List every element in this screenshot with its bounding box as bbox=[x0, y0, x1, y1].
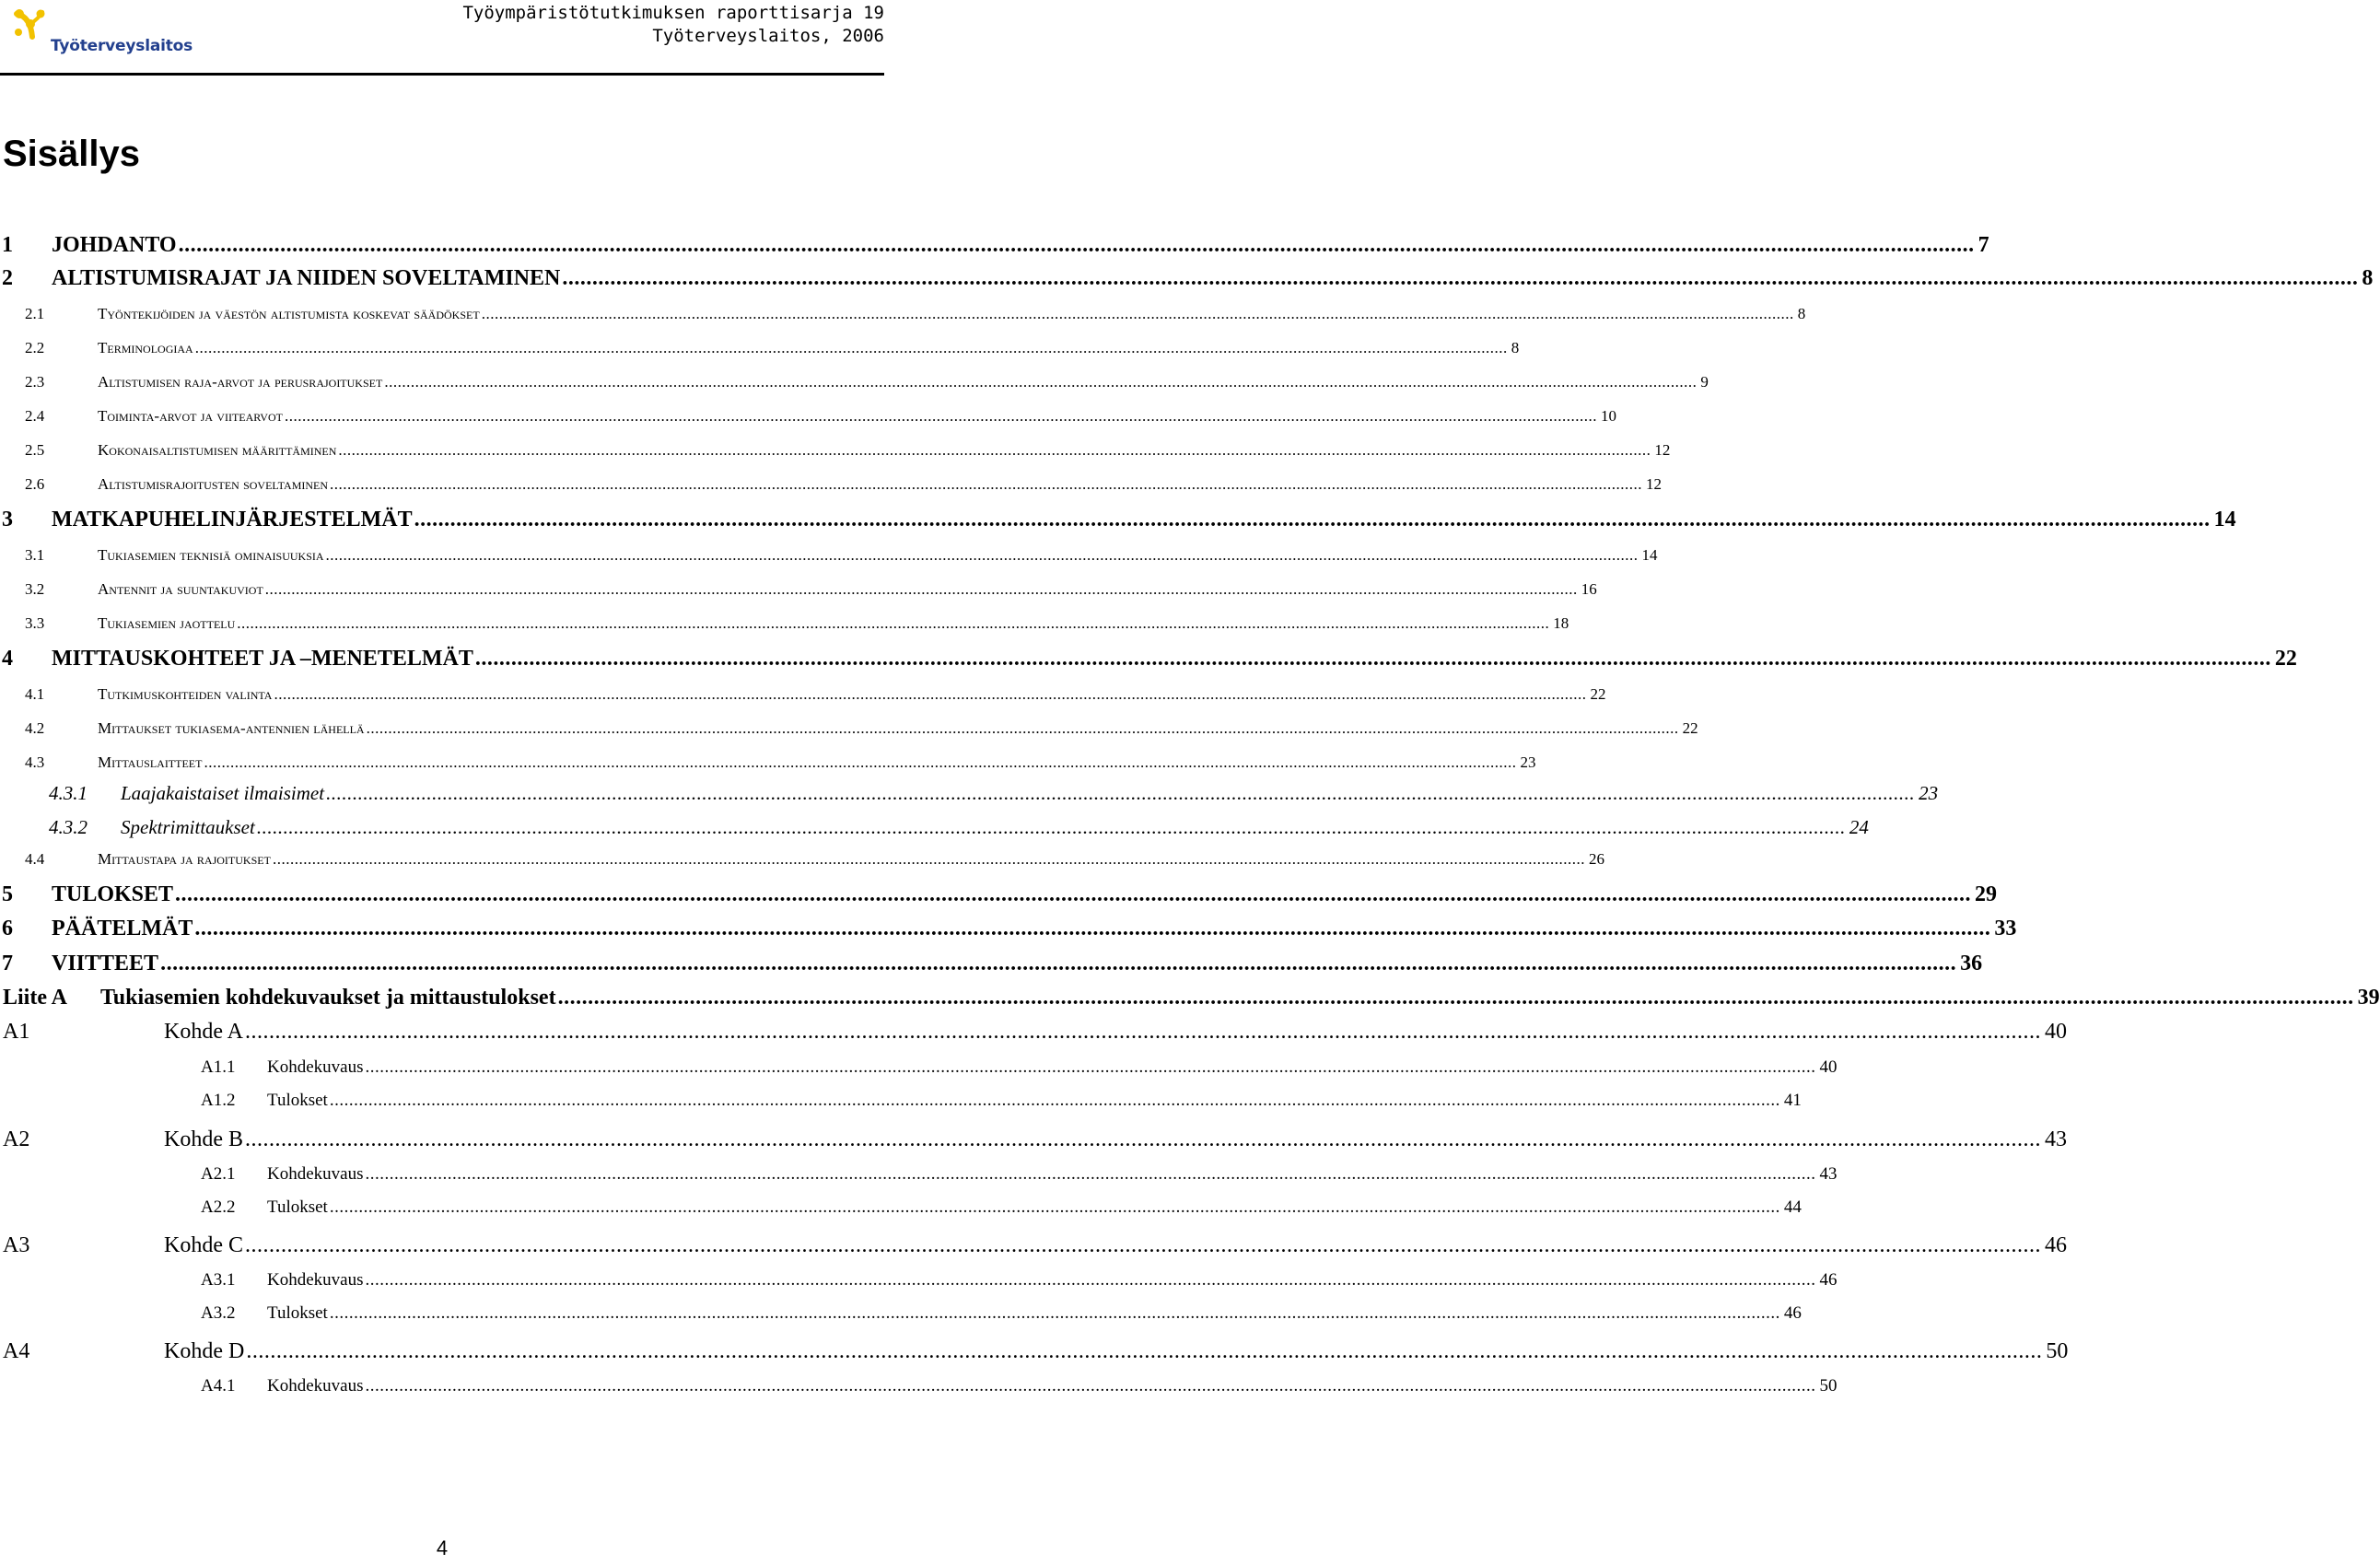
toc-dot-leader: ............................................................................................................................................................................................................................................................................................................ bbox=[274, 685, 1587, 703]
toc-entry-page: 50 bbox=[1819, 1376, 1838, 1396]
toc-entry-number: 6 bbox=[2, 917, 13, 940]
toc-entry-label: PÄÄTELMÄT bbox=[52, 917, 193, 940]
toc-entry[interactable] bbox=[0, 782, 1939, 805]
toc-entry[interactable] bbox=[0, 441, 1671, 460]
toc-dot-leader: ............................................................................................................................................................................................................................................................................................................ bbox=[329, 1303, 1780, 1323]
toc-entry-number: 3.3 bbox=[25, 614, 45, 632]
toc-entry[interactable] bbox=[0, 1303, 1802, 1324]
toc-dot-leader: ............................................................................................................................................................................................................................................................................................................ bbox=[474, 647, 2271, 671]
toc-entry-page: 8 bbox=[2362, 266, 2374, 290]
toc-dot-leader: ............................................................................................................................................................................................................................................................................................................ bbox=[160, 952, 1957, 975]
toc-entry-page: 46 bbox=[1819, 1270, 1838, 1290]
toc-entry-number: 2.2 bbox=[25, 339, 45, 356]
toc-entry-number: 2.1 bbox=[25, 305, 45, 322]
toc-entry-page: 50 bbox=[2046, 1339, 2069, 1363]
toc-entry[interactable] bbox=[0, 719, 1698, 738]
toc-entry[interactable] bbox=[0, 407, 1616, 426]
toc-entry-number: 4.1 bbox=[25, 685, 45, 703]
toc-entry-page: 24 bbox=[1849, 816, 1869, 838]
toc-entry-page: 12 bbox=[1654, 441, 1671, 459]
toc-entry-label: Kohdekuvaus bbox=[267, 1270, 364, 1290]
toc-entry[interactable] bbox=[0, 1376, 1838, 1396]
toc-entry-label: Antennit ja suuntakuviot bbox=[98, 580, 263, 598]
toc-entry-number: 5 bbox=[2, 882, 13, 906]
toc-entry-number: 4.4 bbox=[25, 850, 45, 868]
toc-dot-leader: ............................................................................................................................................................................................................................................................................................................ bbox=[329, 1197, 1780, 1217]
toc-entry[interactable] bbox=[0, 305, 1806, 323]
toc-dot-leader: ............................................................................................................................................................................................................................................................................................................ bbox=[175, 882, 1972, 906]
toc-entry-number: 4.3.1 bbox=[49, 782, 88, 804]
toc-dot-leader: ............................................................................................................................................................................................................................................................................................................ bbox=[194, 339, 1508, 356]
toc-entry-page: 44 bbox=[1783, 1197, 1802, 1217]
toc-entry-number: A1 bbox=[3, 1020, 30, 1044]
toc-entry-label: Mittauslaitteet bbox=[98, 753, 203, 771]
toc-entry-label: Altistumisen raja-arvot ja perusrajoitukset bbox=[98, 373, 383, 391]
toc-entry-label: Kohdekuvaus bbox=[267, 1164, 364, 1184]
toc-entry-page: 39 bbox=[2357, 986, 2380, 1010]
toc-dot-leader: ............................................................................................................................................................................................................................................................................................................ bbox=[204, 753, 1517, 771]
toc-dot-leader: ............................................................................................................................................................................................................................................................................................................ bbox=[326, 782, 1916, 804]
toc-entry-label: Tukiasemien jaottelu bbox=[98, 614, 236, 632]
toc-entry-page: 12 bbox=[1646, 475, 1662, 493]
toc-dot-leader: ............................................................................................................................................................................................................................................................................................................ bbox=[414, 508, 2211, 531]
toc-entry[interactable] bbox=[0, 1270, 1838, 1291]
toc-entry-label: Mittaukset tukiasema-antennien lähellä bbox=[98, 719, 365, 737]
toc-entry-label: Kohde B bbox=[164, 1127, 243, 1151]
toc-entry-number: 4.3.2 bbox=[49, 816, 88, 838]
toc-entry-label: Kohdekuvaus bbox=[267, 1057, 364, 1077]
toc-entry[interactable] bbox=[0, 1020, 2067, 1045]
toc-entry[interactable] bbox=[0, 1197, 1802, 1218]
toc-entry-label: Toiminta-arvot ja viitearvot bbox=[98, 407, 283, 425]
toc-entry-page: 43 bbox=[1819, 1164, 1838, 1184]
toc-entry-label: Kohdekuvaus bbox=[267, 1376, 364, 1396]
toc-entry-label: MITTAUSKOHTEET JA –MENETELMÄT bbox=[52, 647, 473, 671]
toc-dot-leader: ............................................................................................................................................................................................................................................................................................................ bbox=[384, 373, 1698, 391]
toc-entry-page: 46 bbox=[1783, 1303, 1802, 1323]
toc-entry-page: 23 bbox=[1520, 753, 1536, 771]
toc-entry-number: 3 bbox=[2, 508, 13, 531]
toc-entry-label: Tukiasemien kohdekuvaukset ja mittaustulokset bbox=[100, 986, 556, 1010]
toc-entry[interactable] bbox=[0, 1091, 1802, 1111]
toc-entry-page: 36 bbox=[1960, 952, 1983, 975]
toc-entry-page: 22 bbox=[1682, 719, 1698, 737]
toc-dot-leader: ............................................................................................................................................................................................................................................................................................................ bbox=[366, 719, 1679, 737]
toc-dot-leader: ............................................................................................................................................................................................................................................................................................................ bbox=[338, 441, 1651, 459]
logo-mark-icon bbox=[10, 6, 51, 42]
toc-entry-label: TULOKSET bbox=[52, 882, 174, 906]
toc-entry-number: A2.2 bbox=[201, 1197, 236, 1217]
toc-entry-number: A2 bbox=[3, 1127, 30, 1151]
toc-entry[interactable] bbox=[0, 373, 1709, 391]
toc-entry-number: 3.1 bbox=[25, 546, 45, 564]
toc-entry-page: 40 bbox=[1819, 1057, 1838, 1077]
toc-dot-leader: ............................................................................................................................................................................................................................................................................................................ bbox=[562, 266, 2359, 290]
toc-dot-leader: ............................................................................................................................................................................................................................................................................................................ bbox=[365, 1376, 1816, 1396]
toc-entry-page: 43 bbox=[2045, 1127, 2067, 1151]
toc-dot-leader: ............................................................................................................................................................................................................................................................................................................ bbox=[557, 986, 2354, 1010]
toc-entry-number: A3.2 bbox=[201, 1303, 236, 1323]
toc-entry-label: Tutkimuskohteiden valinta bbox=[98, 685, 273, 703]
toc-entry-number: 3.2 bbox=[25, 580, 45, 598]
toc-dot-leader: ............................................................................................................................................................................................................................................................................................................ bbox=[272, 850, 1585, 868]
toc-entry-page: 23 bbox=[1919, 782, 1939, 804]
toc-dot-leader: ............................................................................................................................................................................................................................................................................................................ bbox=[194, 917, 1991, 940]
toc-dot-leader: ............................................................................................................................................................................................................................................................................................................ bbox=[330, 475, 1643, 493]
toc-dot-leader: ............................................................................................................................................................................................................................................................................................................ bbox=[365, 1057, 1816, 1077]
toc-entry[interactable] bbox=[0, 917, 2017, 941]
toc-dot-leader: ............................................................................................................................................................................................................................................................................................................ bbox=[365, 1270, 1816, 1290]
toc-entry-label: MATKAPUHELINJÄRJESTELMÄT bbox=[52, 508, 413, 531]
toc-entry-number: 2.3 bbox=[25, 373, 45, 391]
toc-entry[interactable] bbox=[0, 1339, 2069, 1364]
running-header bbox=[462, 2, 884, 48]
toc-entry-page: 10 bbox=[1600, 407, 1616, 425]
toc-entry-label: Kohde C bbox=[164, 1233, 243, 1257]
toc-entry[interactable] bbox=[0, 882, 1998, 907]
toc-entry-number: A1.1 bbox=[201, 1057, 236, 1077]
toc-entry[interactable] bbox=[0, 986, 2380, 1010]
toc-entry-page: 46 bbox=[2045, 1233, 2067, 1257]
toc-dot-leader: ............................................................................................................................................................................................................................................................................................................ bbox=[256, 816, 1846, 838]
toc-entry-label: Työntekijöiden ja väestön altistumista koskevat säädökset bbox=[98, 305, 480, 322]
toc-entry[interactable] bbox=[0, 685, 1606, 704]
toc-entry[interactable] bbox=[0, 339, 1520, 357]
toc-entry-number: A4.1 bbox=[201, 1376, 236, 1396]
toc-entry[interactable] bbox=[0, 233, 1989, 258]
toc-entry-page: 26 bbox=[1588, 850, 1604, 868]
toc-entry-label: Laajakaistaiset ilmaisimet bbox=[121, 782, 325, 804]
toc-entry-label: Terminologiaa bbox=[98, 339, 193, 356]
toc-entry-page: 33 bbox=[1994, 917, 2017, 940]
toc-entry-page: 22 bbox=[2274, 647, 2297, 671]
toc-entry[interactable] bbox=[0, 1233, 2067, 1258]
toc-entry[interactable] bbox=[0, 614, 1569, 633]
toc-entry-label: Altistumisrajoitusten soveltaminen bbox=[98, 475, 329, 493]
toc-entry-number: 4.2 bbox=[25, 719, 45, 737]
toc-entry[interactable] bbox=[0, 850, 1604, 869]
series-name: Työympäristötutkimuksen raporttisarja 19 bbox=[462, 3, 884, 23]
toc-entry-page: 18 bbox=[1553, 614, 1569, 632]
toc-entry-label: Tukiasemien teknisiä ominaisuuksia bbox=[98, 546, 324, 564]
toc-entry-label: Mittaustapa ja rajoitukset bbox=[98, 850, 271, 868]
toc-entry-label: Kohde D bbox=[164, 1339, 245, 1363]
toc-entry-page: 8 bbox=[1511, 339, 1520, 356]
toc-entry-label: JOHDANTO bbox=[52, 233, 177, 257]
toc-entry-page: 9 bbox=[1700, 373, 1709, 391]
toc-dot-leader: ............................................................................................................................................................................................................................................................................................................ bbox=[325, 546, 1639, 564]
toc-entry-number: 2 bbox=[2, 266, 13, 290]
toc-entry-label: Tulokset bbox=[267, 1091, 328, 1110]
toc-dot-leader: ............................................................................................................................................................................................................................................................................................................ bbox=[329, 1091, 1780, 1110]
toc-dot-leader: ............................................................................................................................................................................................................................................................................................................ bbox=[178, 233, 1975, 257]
toc-entry-label: ALTISTUMISRAJAT JA NIIDEN SOVELTAMINEN bbox=[52, 266, 561, 290]
toc-entry-label: VIITTEET bbox=[52, 952, 159, 975]
toc-entry-number: A1.2 bbox=[201, 1091, 236, 1110]
toc-entry[interactable] bbox=[0, 1127, 2067, 1152]
publisher-name: Työterveyslaitos, 2006 bbox=[652, 26, 884, 46]
toc-dot-leader: ............................................................................................................................................................................................................................................................................................................ bbox=[264, 580, 1578, 598]
toc-entry[interactable] bbox=[0, 952, 1983, 976]
toc-entry-number: Liite A bbox=[3, 986, 67, 1010]
logo-text: Työterveyslaitos bbox=[51, 37, 193, 55]
toc-entry[interactable] bbox=[0, 546, 1658, 565]
toc-entry[interactable] bbox=[0, 508, 2236, 532]
header-rule bbox=[0, 73, 884, 76]
toc-entry[interactable] bbox=[0, 1057, 1838, 1078]
toc-entry[interactable] bbox=[0, 580, 1597, 599]
toc-entry-number: 4.3 bbox=[25, 753, 45, 771]
toc-dot-leader: ............................................................................................................................................................................................................................................................................................................ bbox=[246, 1339, 2043, 1363]
toc-entry[interactable] bbox=[0, 1164, 1838, 1185]
toc-dot-leader: ............................................................................................................................................................................................................................................................................................................ bbox=[481, 305, 1794, 322]
toc-entry-label: Tulokset bbox=[267, 1197, 328, 1217]
toc-entry-label: Tulokset bbox=[267, 1303, 328, 1323]
toc-entry[interactable] bbox=[0, 647, 2297, 672]
toc-entry-label: Spektrimittaukset bbox=[121, 816, 255, 838]
toc-entry-page: 29 bbox=[1975, 882, 1998, 906]
toc-dot-leader: ............................................................................................................................................................................................................................................................................................................ bbox=[245, 1020, 2041, 1044]
toc-entry-number: A4 bbox=[3, 1339, 30, 1363]
toc-entry-number: 2.5 bbox=[25, 441, 45, 459]
toc-dot-leader: ............................................................................................................................................................................................................................................................................................................ bbox=[284, 407, 1597, 425]
page-title: Sisällys bbox=[3, 134, 141, 174]
toc-entry-number: 7 bbox=[2, 952, 13, 975]
toc-entry-number: 1 bbox=[2, 233, 13, 257]
toc-entry-page: 40 bbox=[2045, 1020, 2067, 1044]
toc-entry-number: 4 bbox=[2, 647, 13, 671]
toc-dot-leader: ............................................................................................................................................................................................................................................................................................................ bbox=[237, 614, 1550, 632]
toc-dot-leader: ............................................................................................................................................................................................................................................................................................................ bbox=[245, 1127, 2041, 1151]
toc-entry-number: A3 bbox=[3, 1233, 30, 1257]
toc-entry-number: A3.1 bbox=[201, 1270, 236, 1290]
toc-entry-page: 16 bbox=[1581, 580, 1597, 598]
toc-entry-label: Kokonaisaltistumisen määrittäminen bbox=[98, 441, 337, 459]
toc-entry-page: 14 bbox=[2213, 508, 2236, 531]
tyoterveyslaitos-logo bbox=[10, 6, 193, 63]
toc-entry[interactable] bbox=[0, 816, 1869, 839]
toc-entry-page: 41 bbox=[1783, 1091, 1802, 1110]
page-number: 4 bbox=[436, 1536, 449, 1559]
toc-entry-number: 2.6 bbox=[25, 475, 45, 493]
toc-dot-leader: ............................................................................................................................................................................................................................................................................................................ bbox=[245, 1233, 2041, 1257]
toc-entry-page: 22 bbox=[1590, 685, 1606, 703]
toc-entry[interactable] bbox=[0, 753, 1536, 772]
toc-entry-label: Kohde A bbox=[164, 1020, 243, 1044]
toc-entry[interactable] bbox=[0, 475, 1662, 494]
toc-entry-page: 14 bbox=[1641, 546, 1658, 564]
toc-entry[interactable] bbox=[0, 266, 2374, 291]
toc-dot-leader: ............................................................................................................................................................................................................................................................................................................ bbox=[365, 1164, 1816, 1184]
toc-entry-page: 8 bbox=[1797, 305, 1806, 322]
toc-entry-page: 7 bbox=[1978, 233, 1989, 257]
toc-entry-number: A2.1 bbox=[201, 1164, 236, 1184]
toc-entry-number: 2.4 bbox=[25, 407, 45, 425]
